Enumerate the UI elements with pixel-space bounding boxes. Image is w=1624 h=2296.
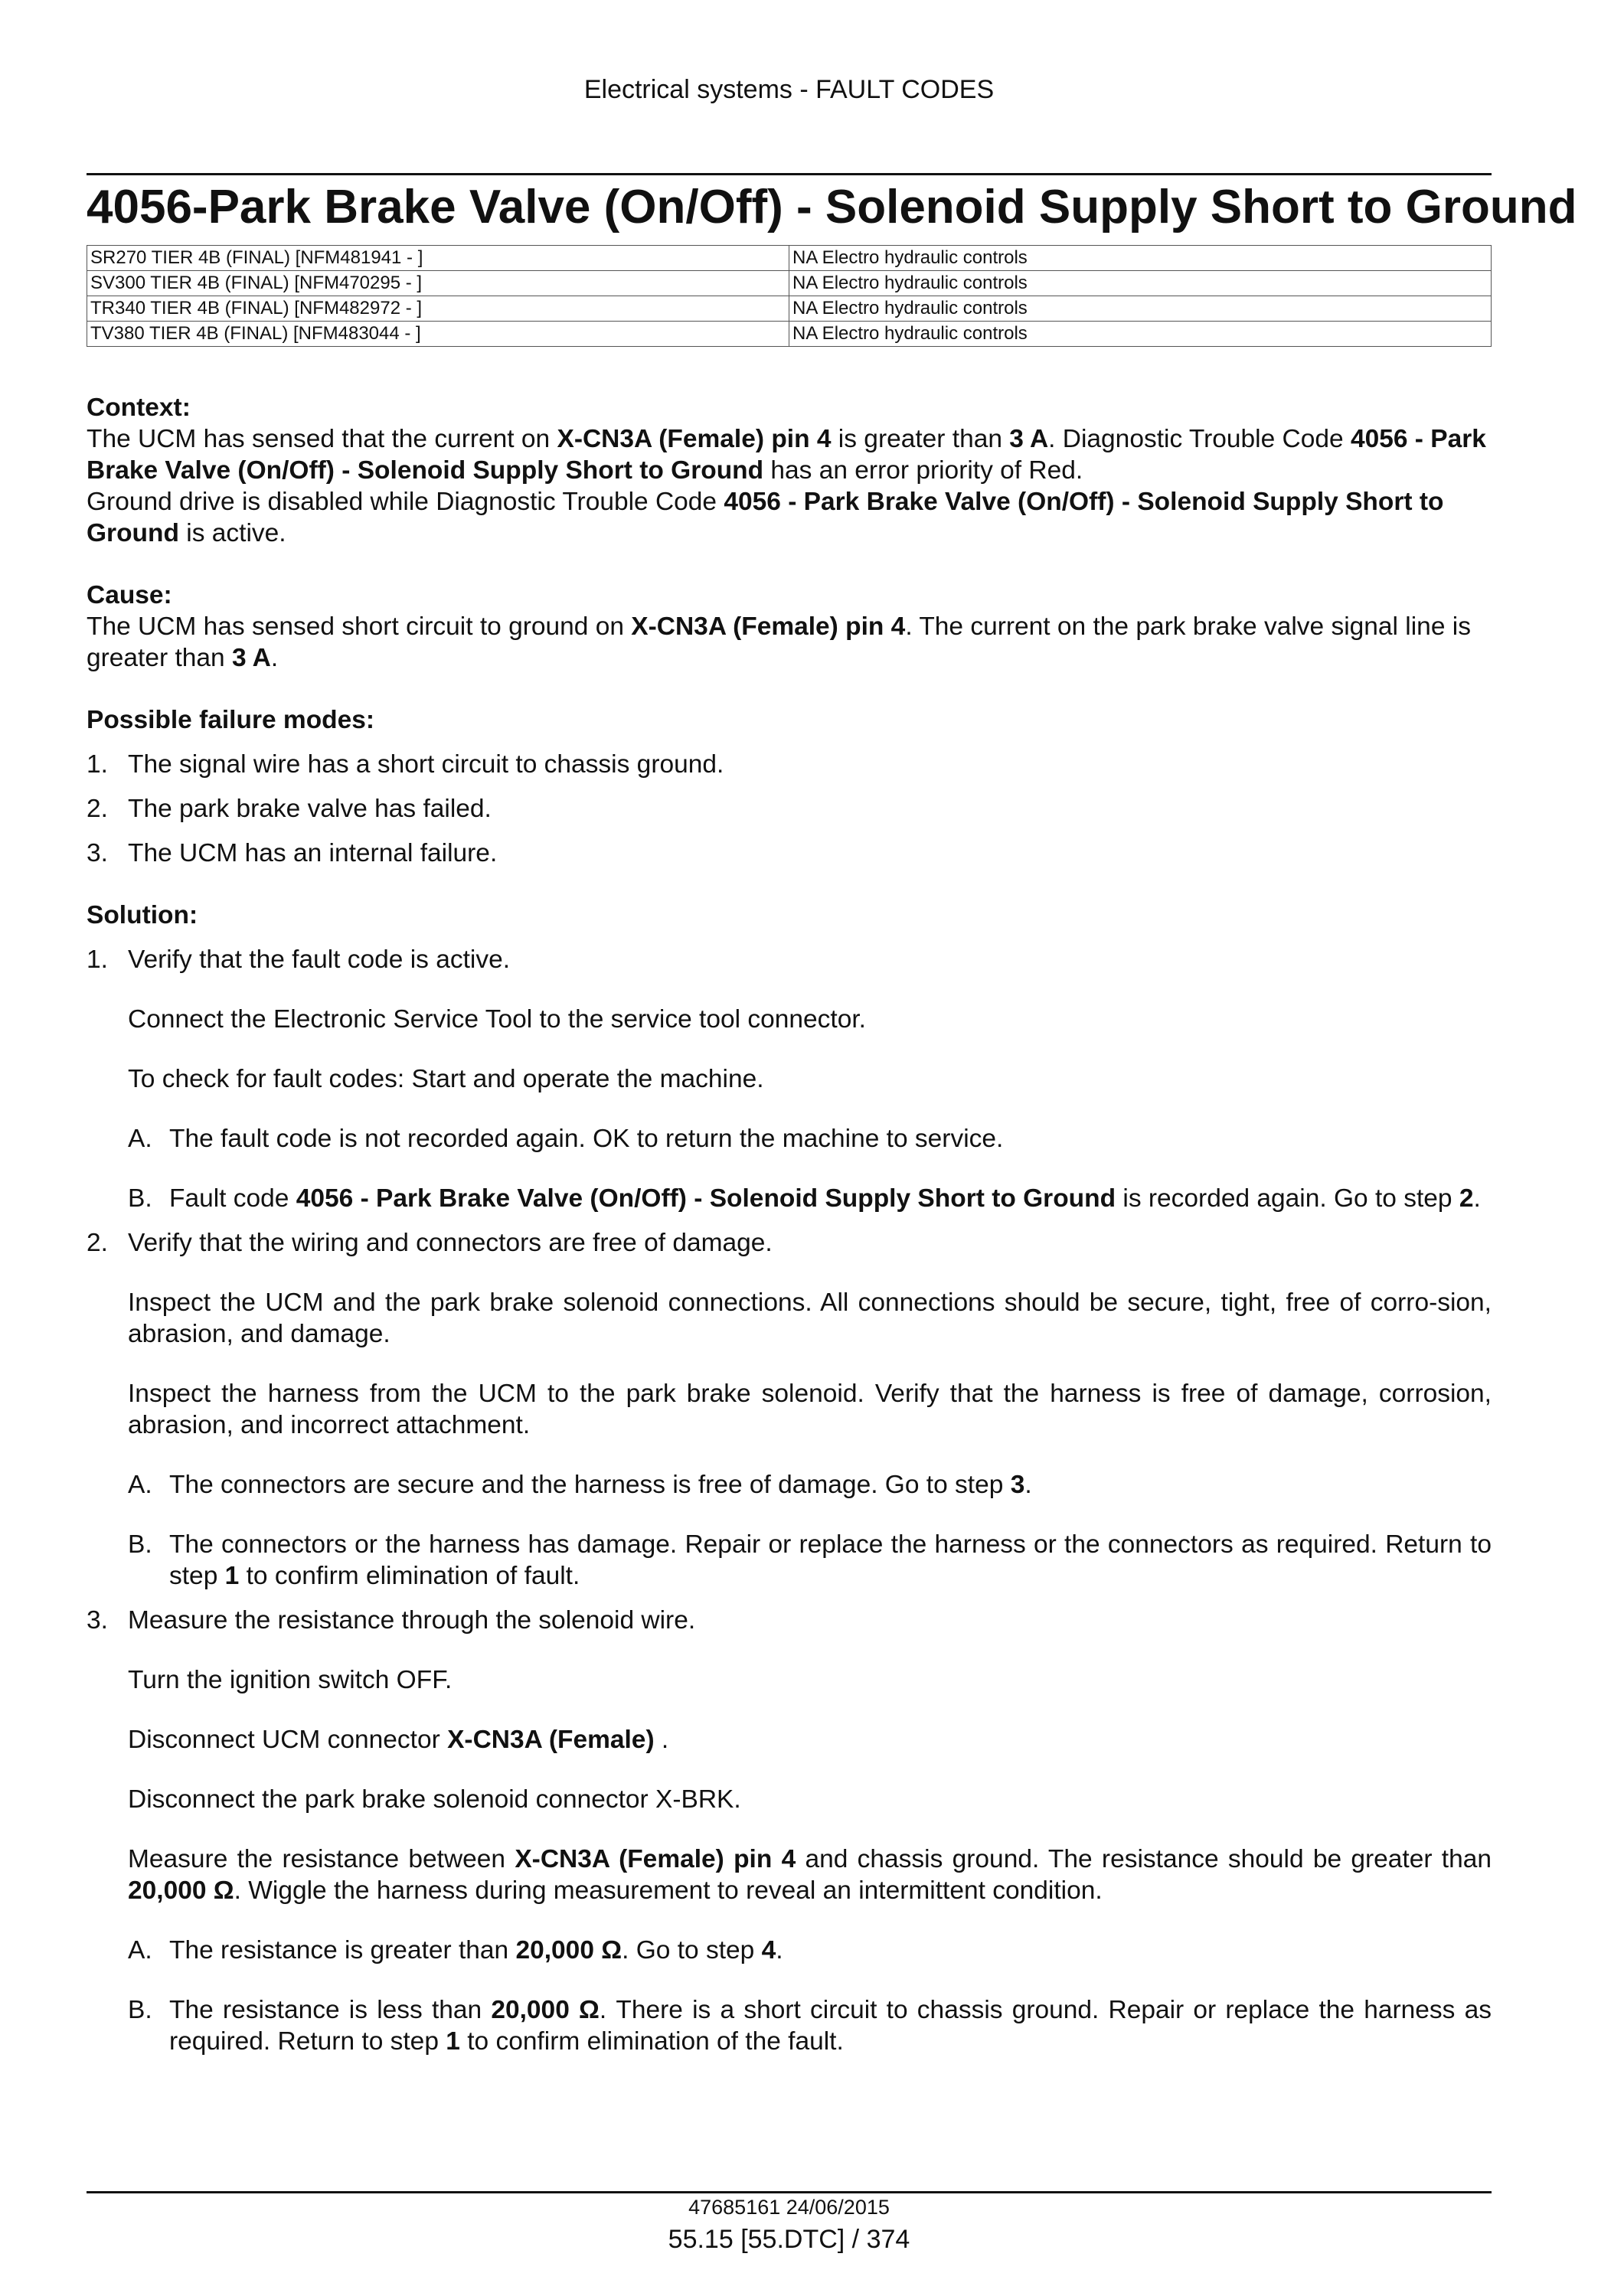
option-letter: B. (128, 1184, 152, 1213)
bold-run: X-CN3A (Female) pin 4 (631, 612, 906, 641)
text-run: Fault code (169, 1184, 296, 1213)
step-option-a (128, 1123, 1492, 1155)
step-paragraph (128, 1724, 1492, 1755)
solution-step-2 (87, 1227, 1492, 1592)
bold-run: 3 A (231, 644, 271, 672)
bold-run: 2 (1459, 1184, 1474, 1213)
text-run: The UCM has sensed short circuit to ground on (87, 612, 632, 641)
step-option-a (128, 1935, 1492, 1966)
text-run: and chassis ground. The resistance should be greater than (796, 1845, 1492, 1873)
text-run: . Go to step (622, 1936, 762, 1965)
solution-step-1 (87, 944, 1492, 1214)
text-run: The resistance is less than (169, 1996, 492, 2024)
step-paragraph: Disconnect the park brake solenoid connector X-BRK. (128, 1785, 741, 1814)
system-cell: NA Electro hydraulic controls (789, 322, 1492, 347)
list-item (87, 749, 1492, 780)
text-run: is greater than (831, 425, 1010, 453)
list-text: The signal wire has a short circuit to chassis ground. (128, 750, 724, 779)
text-run: is active. (178, 519, 286, 547)
model-cell: TR340 TIER 4B (FINAL) [NFM482972 - ] (87, 296, 789, 322)
text-run: The connectors are secure and the harness is free of damage. Go to step (169, 1471, 1011, 1499)
bold-run: 4056 - Park Brake Valve (On/Off) - Solenoid Supply Short to Ground (87, 488, 1444, 547)
step-option-a (128, 1469, 1492, 1501)
text-run: . Diagnostic Trouble Code (1048, 425, 1351, 453)
table-row (87, 322, 1492, 347)
system-cell: NA Electro hydraulic controls (789, 271, 1492, 296)
page-title: 4056-Park Brake Valve (On/Off) - Solenoid Supply Short to Ground (87, 181, 1577, 234)
cause-paragraph (87, 611, 1492, 674)
title-rule (87, 173, 1492, 175)
text-run: Disconnect UCM connector (128, 1726, 448, 1754)
step-number: 1. (87, 946, 108, 974)
document-page (87, 0, 1577, 2296)
text-run: Ground drive is disabled while Diagnostic Trouble Code (87, 488, 724, 516)
bold-run: 20,000 Ω (128, 1876, 234, 1905)
text-run: . (776, 1936, 783, 1965)
bold-run: X-CN3A (Female) pin 4 (515, 1845, 796, 1873)
bold-run: X-CN3A (Female) pin 4 (557, 425, 832, 453)
text-run: The UCM has sensed that the current on (87, 425, 557, 453)
list-text: The park brake valve has failed. (128, 795, 492, 823)
step-option-b (128, 1994, 1492, 2057)
solution-section (87, 900, 1492, 2057)
step-number: 2. (87, 1229, 108, 1257)
bold-run: X-CN3A (Female) (447, 1726, 655, 1754)
list-item (87, 838, 1492, 869)
text-run: . There is a short circuit to chassis ground. Repair or replace the harness as required. Return to step (169, 1996, 1492, 2056)
text-run: The connectors or the harness has damage. Repair or replace the harness or the connectors as required. Return to step (169, 1530, 1492, 1590)
text-run: has an error priority of Red. (763, 456, 1083, 485)
bold-run: 20,000 Ω (491, 1996, 600, 2024)
context-heading: Context: (87, 394, 191, 422)
failure-modes-section (87, 704, 1492, 869)
list-number: 1. (87, 750, 108, 779)
bold-run: 1 (224, 1562, 240, 1590)
list-number: 3. (87, 839, 108, 867)
text-run: . (270, 644, 279, 672)
running-header: Electrical systems - FAULT CODES (583, 75, 995, 104)
document-body (87, 392, 1492, 2057)
option-letter: B. (128, 1996, 152, 2024)
bold-run: 4 (761, 1936, 776, 1965)
text-run: The resistance is greater than (169, 1936, 516, 1965)
text-run: . (1473, 1184, 1481, 1213)
bold-run: 4056 - Park Brake Valve (On/Off) - Solenoid Supply Short to Ground (296, 1184, 1116, 1213)
text-run: . The current on the park brake valve signal line is greater than (87, 612, 1471, 672)
context-section (87, 392, 1492, 549)
text-run: to confirm elimination of fault. (239, 1562, 580, 1590)
step-option-b (128, 1529, 1492, 1592)
step-title: Verify that the wiring and connectors are free of damage. (128, 1229, 773, 1257)
text-run: . (654, 1726, 669, 1754)
cause-heading: Cause: (87, 581, 172, 609)
model-cell: TV380 TIER 4B (FINAL) [NFM483044 - ] (87, 322, 789, 347)
context-paragraph-1 (87, 423, 1492, 486)
option-text: The fault code is not recorded again. OK to return the machine to service. (169, 1125, 1004, 1153)
text-run: Measure the resistance between (128, 1845, 515, 1873)
text-run: to confirm elimination of the fault. (459, 2027, 844, 2056)
solution-heading: Solution: (87, 901, 198, 929)
step-paragraph: Inspect the harness from the UCM to the park brake solenoid. Verify that the harness is free of damage, corrosion, abrasion, and incorrect attachment. (128, 1380, 1492, 1439)
bold-run: 4056 - Park Brake Valve (On/Off) - Solenoid Supply Short to Ground (87, 425, 1486, 485)
bold-run: 1 (446, 2027, 460, 2056)
text-run: . (1024, 1471, 1032, 1499)
option-letter: A. (128, 1125, 152, 1153)
list-text: The UCM has an internal failure. (128, 839, 498, 867)
step-number: 3. (87, 1606, 108, 1635)
solution-step-3 (87, 1605, 1492, 2057)
cause-section (87, 580, 1492, 674)
option-letter: A. (128, 1936, 152, 1965)
bold-run: 20,000 Ω (515, 1936, 622, 1965)
step-paragraph: To check for fault codes: Start and operate the machine. (128, 1065, 764, 1093)
text-run: . Wiggle the harness during measurement to reveal an intermittent condition. (234, 1876, 1103, 1905)
step-paragraph: Connect the Electronic Service Tool to the service tool connector. (128, 1005, 866, 1034)
option-letter: B. (128, 1530, 152, 1559)
context-paragraph-2 (87, 486, 1492, 549)
failure-modes-list (87, 749, 1492, 869)
footer-page-reference: 55.15 [55.DTC] / 374 (668, 2225, 910, 2254)
option-letter: A. (128, 1471, 152, 1499)
system-cell: NA Electro hydraulic controls (789, 246, 1492, 271)
step-paragraph: Turn the ignition switch OFF. (128, 1666, 453, 1694)
footer-rule (87, 2191, 1492, 2193)
step-paragraph: Inspect the UCM and the park brake solenoid connections. All connections should be secure, tight, free of corro-sion, abrasion, and damage. (128, 1288, 1492, 1348)
list-number: 2. (87, 795, 108, 823)
bold-run: 3 A (1009, 425, 1049, 453)
table-row (87, 246, 1492, 271)
step-option-b (128, 1183, 1492, 1214)
step-title: Measure the resistance through the solenoid wire. (128, 1606, 696, 1635)
system-cell: NA Electro hydraulic controls (789, 296, 1492, 322)
step-title: Verify that the fault code is active. (128, 946, 511, 974)
bold-run: 3 (1010, 1471, 1025, 1499)
model-cell: SV300 TIER 4B (FINAL) [NFM470295 - ] (87, 271, 789, 296)
list-item (87, 793, 1492, 825)
footer-document-code: 47685161 24/06/2015 (688, 2196, 890, 2219)
table-row (87, 296, 1492, 322)
table-row (87, 271, 1492, 296)
model-applicability-table (87, 245, 1492, 347)
failure-modes-heading: Possible failure modes: (87, 706, 375, 734)
text-run: is recorded again. Go to step (1116, 1184, 1459, 1213)
model-cell: SR270 TIER 4B (FINAL) [NFM481941 - ] (87, 246, 789, 271)
step-paragraph (128, 1844, 1492, 1906)
